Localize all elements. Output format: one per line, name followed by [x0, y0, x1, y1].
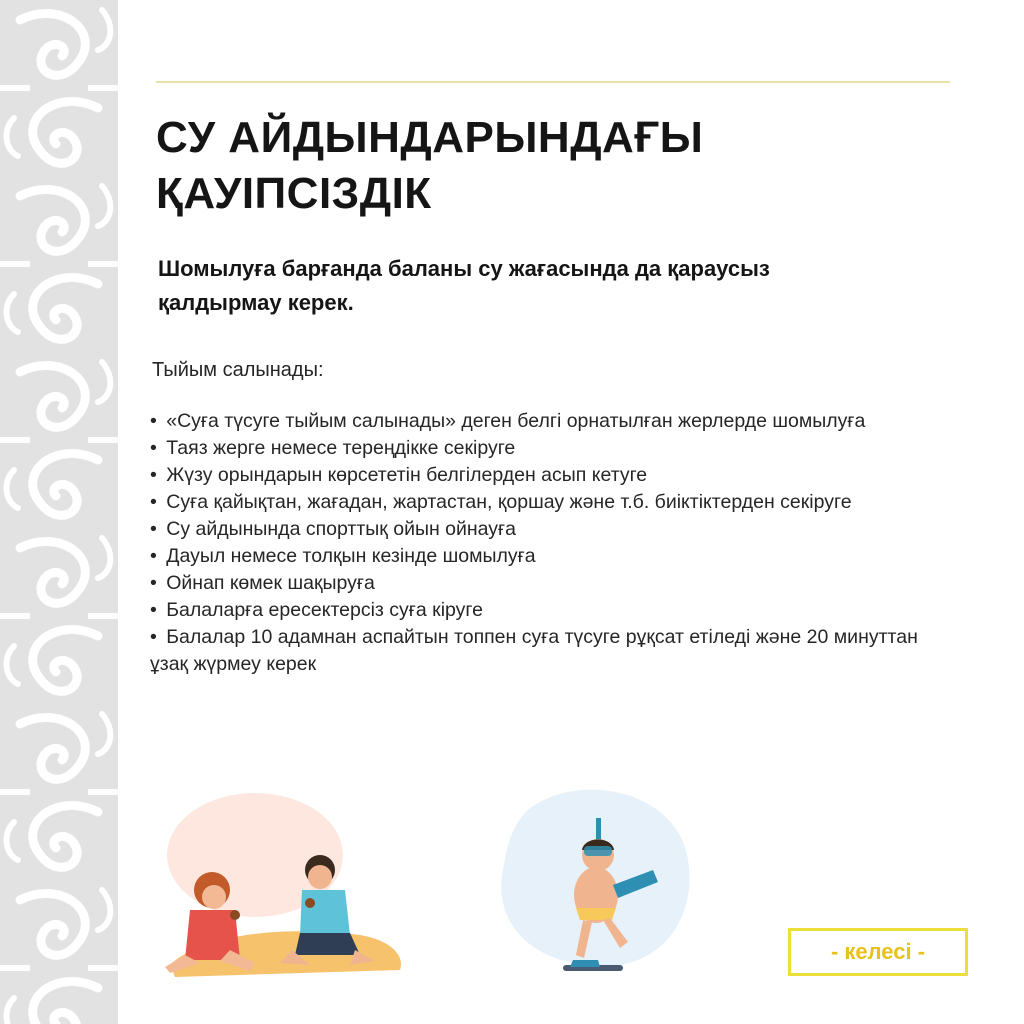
prohibited-list: [150, 408, 950, 678]
list-item: • Балаларға ересектерсіз суға кіруге: [150, 597, 950, 624]
list-item: • Таяз жерге немесе тереңдікке секіруге: [150, 435, 950, 462]
list-item: • Суға қайықтан, жағадан, жартастан, қоршау және т.б. биіктіктерден секіруге: [150, 489, 950, 516]
list-item: • Жүзу орындарын көрсететін белгілерден асып кетуге: [150, 462, 950, 489]
list-item: • Балалар 10 адамнан аспайтын топпен суға түсуге рұқсат етіледі және 20 минуттан ұзақ жүрмеу керек: [150, 624, 950, 678]
page-title: [156, 110, 956, 222]
top-divider: [156, 81, 950, 83]
list-item: • «Суға түсуге тыйым салынады» деген белгі орнатылған жерлерде шомылуға: [150, 408, 950, 435]
subtitle: [158, 252, 958, 320]
child-with-snorkel-illustration: [488, 770, 698, 980]
subtitle-line-1: Шомылуға барғанда баланы су жағасында да қараусыз: [158, 256, 770, 281]
list-item: • Су айдынында спорттық ойын ойнауға: [150, 516, 950, 543]
title-line-2: ҚАУІПСІЗДІК: [156, 169, 432, 218]
children-on-beach-illustration: [160, 785, 410, 980]
list-item: • Дауыл немесе толқын кезінде шомылуға: [150, 543, 950, 570]
ornament-band: [0, 0, 118, 1024]
title-line-1: СУ АЙДЫНДАРЫНДАҒЫ: [156, 113, 704, 162]
list-item: • Ойнап көмек шақыруға: [150, 570, 950, 597]
next-button[interactable]: - келесі -: [788, 928, 968, 976]
subtitle-line-2: қалдырмау керек.: [158, 290, 354, 315]
kazakh-ornament-icon: [0, 0, 118, 1024]
list-heading: Тыйым салынады:: [152, 359, 324, 381]
